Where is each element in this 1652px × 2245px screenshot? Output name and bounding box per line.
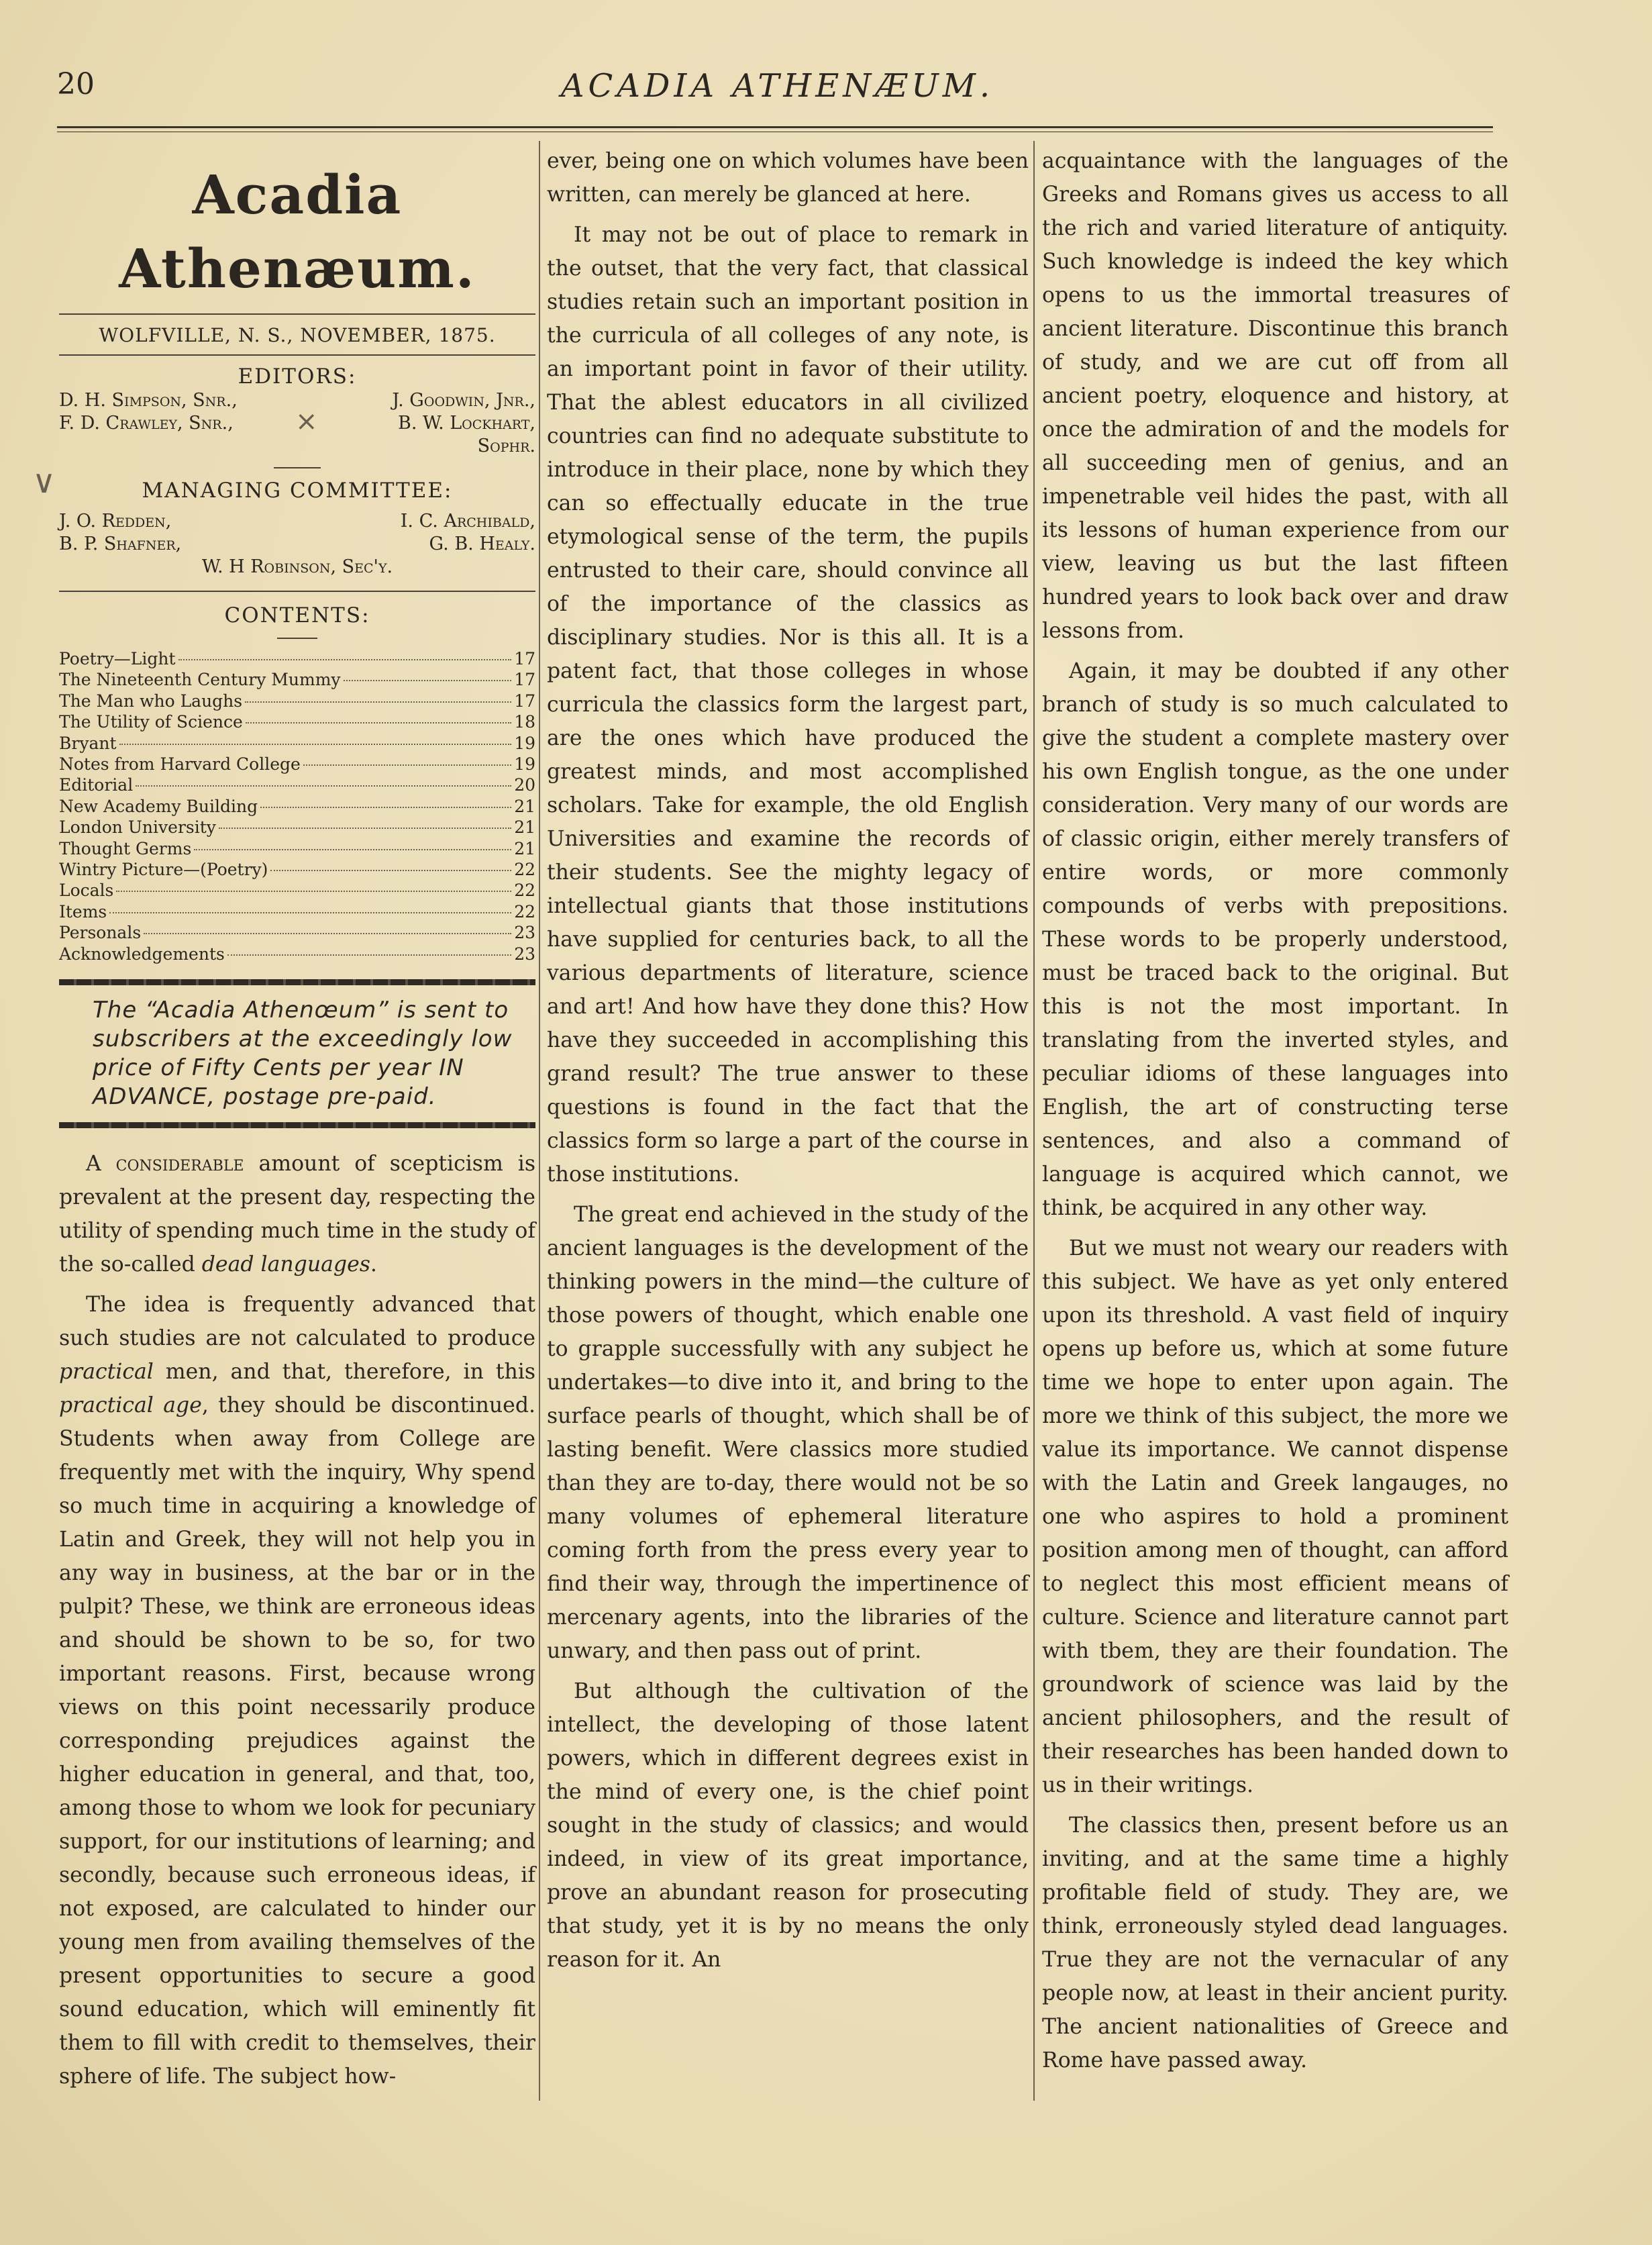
paragraph [59, 1288, 535, 2093]
rule [59, 354, 535, 356]
toc-leader [194, 849, 511, 850]
paragraph: The great end achieved in the study of the ancient languages is the development of the thinking powers in the mind—the culture of those powers of thought, which enable one to grapple successfully with any subject he undertakes—to dive into it, and bring to the surface pearls of thought, which shall be of lasting benefit. Were classics more studied than they are to-day, there would not be so many volumes of ephemeral literature coming forth from the press every year to find their way, through the impertinence of mercenary agents, into the libraries of the unwary, and then pass out of print. [547, 1203, 1029, 1663]
toc-title: Bryant [59, 733, 117, 753]
committee-row [59, 510, 535, 533]
toc-row [59, 796, 535, 817]
text: . [370, 1252, 377, 1277]
paragraph: It may not be out of place to remark in the outset, that the very fact, that classical studies retain such an important position in the curricula of all colleges of any note, is an important point in favor of their utility. That the ablest educators in all civilized countries can find no adequate substitute to introduce in their place, none by which they can so effectually educate in the true etymological sense of the term, the pupils entrusted to their care, should convince all of the importance of the classics as disciplinary studies. Nor is this all. It is a patent fact, that those colleges in whose curricula the classics form the largest part, are the ones which have produced the greatest minds, and most accomplished scholars. Take for example, the old English Universities and examine the records of their students. See the mighty legacy of intellectual giants that those institutions have supplied for centuries back, to all the various departments of literature, science and art! And how have they done this? How have they succeeded in accomplishing this grand result? The true answer to these questions is found in the fact that the classics form so large a part of the course in those institutions. [547, 223, 1029, 1187]
subscription-notice: The “Acadia Athenœum” is sent to subscribers at the exceedingly low price of Fifty Cents per year IN ADVANCE, postage pre-paid. [93, 997, 513, 1111]
article-col2 [547, 144, 1029, 1977]
rule [59, 313, 535, 315]
toc-title: Thought Germs [59, 838, 192, 858]
dateline: WOLFVILLE, N. S., NOVEMBER, 1875. [99, 324, 496, 346]
article-col1 [59, 1147, 535, 2093]
toc-page: 22 [514, 860, 535, 880]
editor-name: F. D. Crawley, Snr., [59, 413, 234, 434]
toc-leader [119, 744, 512, 745]
toc-leader [116, 891, 511, 892]
toc-leader [144, 933, 511, 934]
pencil-cross-icon: × [295, 406, 318, 437]
committee-heading: MANAGING COMMITTEE: [142, 479, 453, 503]
editor-name: J. Goodwin, Jnr., [392, 390, 535, 411]
toc-page: 20 [514, 775, 535, 795]
paragraph: acquaintance with the languages of the Greeks and Romans gives us access to all the rich and varied literature of antiquity. Such knowledge is indeed the key which opens to us the immortal treasures of ancient literature. Discontinue this branch of study, and we are cut off from all ancient poetry, eloquence and history, at once the admiration of and the models for all succeeding men of genius, and an impenetrable veil hides the past, with all its lessons of human experience from our view, leaving us but the last fifteen hundred years to look back over and draw lessons from. [1042, 149, 1508, 643]
toc-title: London University [59, 817, 216, 838]
text: The idea is frequently advanced that such studies are not calculated to produce [59, 1293, 535, 1351]
committee-secretary: W. H Robinson, Sec'y. [201, 556, 393, 577]
ornamental-rule [59, 979, 535, 985]
toc-row [59, 880, 535, 901]
paragraph: The classics then, present before us an inviting, and at the same time a highly profitable field of study. They are, we think, erroneously styled dead languages. True they are not the vernacular of any people now, at least in their ancient purity. The ancient nationalities of Greece and Rome have passed away. [1042, 1813, 1508, 2073]
toc-title: New Academy Building [59, 796, 258, 816]
toc-row [59, 901, 535, 922]
toc-page: 19 [514, 754, 535, 775]
toc-title: Items [59, 901, 107, 921]
toc-leader [303, 764, 511, 766]
toc-row [59, 691, 535, 711]
text: men, and that, therefore, in this [153, 1360, 535, 1385]
toc-row [59, 775, 535, 795]
toc-title: The Man who Laughs [59, 691, 243, 711]
running-head [57, 67, 1498, 107]
toc-leader [109, 912, 511, 913]
text: amount of scepticism is prevalent at the present day, respecting the utility of spending much time in the study of the so-called [59, 1152, 535, 1277]
emphasis: dead languages [201, 1252, 370, 1277]
editor-name: B. W. Lockhart, [398, 413, 535, 434]
toc-leader [245, 701, 511, 703]
editor-class: Sophr. [477, 436, 535, 456]
rule [274, 467, 321, 468]
header-rule [57, 126, 1493, 128]
table-of-contents [59, 648, 535, 964]
editors-heading: EDITORS: [238, 364, 357, 389]
toc-page: 21 [514, 838, 535, 858]
column-divider [1033, 141, 1035, 2101]
toc-leader [136, 785, 511, 787]
pencil-mark-icon: ∨ [32, 463, 56, 501]
ornamental-rule [59, 1122, 535, 1128]
toc-page: 22 [514, 881, 535, 901]
toc-row [59, 669, 535, 690]
masthead-title: Acadia Athenæum. [119, 163, 476, 300]
toc-page: 18 [514, 712, 535, 732]
editor-name: D. H. Simpson, Snr., [59, 390, 238, 411]
toc-row [59, 648, 535, 669]
rule [277, 638, 317, 639]
toc-page: 17 [514, 670, 535, 690]
toc-row [59, 754, 535, 775]
paragraph [59, 1147, 535, 1281]
toc-row [59, 838, 535, 859]
toc-title: Personals [59, 923, 142, 943]
toc-title: Acknowledgements [59, 944, 225, 964]
toc-page: 23 [514, 944, 535, 964]
committee-name: G. B. Healy. [429, 534, 535, 554]
toc-row [59, 817, 535, 838]
emphasis: practical [59, 1360, 154, 1385]
journal-title: ACADIA ATHENÆUM. [560, 67, 994, 105]
toc-page: 17 [514, 649, 535, 668]
toc-page: 23 [514, 923, 535, 943]
rule [59, 591, 535, 592]
toc-page: 17 [514, 691, 535, 711]
emphasis: practical age [59, 1393, 202, 1418]
article-col3 [1042, 144, 1508, 2077]
toc-leader [246, 722, 511, 724]
committee-list [59, 510, 535, 579]
toc-row [59, 922, 535, 943]
toc-row [59, 711, 535, 732]
column-divider [539, 141, 540, 2101]
toc-title: Locals [59, 881, 114, 901]
toc-title: The Nineteenth Century Mummy [59, 670, 341, 690]
toc-title: The Utility of Science [59, 712, 243, 732]
paragraph: But although the cultivation of the intellect, the developing of those latent powers, which in different degrees exist in the mind of every one, is the chief point sought in the study of classics; and would indeed, in view of its great importance, prove an abundant reason for prosecuting that study, yet it is by no means the only reason for it. An [547, 1679, 1029, 1972]
toc-page: 21 [514, 796, 535, 816]
toc-title: Editorial [59, 775, 134, 795]
toc-leader [178, 659, 512, 660]
toc-leader [270, 870, 511, 871]
toc-page: 19 [514, 733, 535, 753]
toc-title: Notes from Harvard College [59, 754, 301, 775]
toc-leader [344, 680, 512, 681]
committee-name: J. O. Redden, [59, 511, 172, 532]
toc-title: Wintry Picture—(Poetry) [59, 860, 268, 880]
committee-name: B. P. Shafner, [59, 534, 182, 554]
toc-leader [260, 807, 511, 808]
toc-leader [219, 828, 511, 829]
paragraph: ever, being one on which volumes have been written, can merely be glanced at here. [547, 149, 1029, 207]
contents-heading: CONTENTS: [224, 603, 370, 628]
committee-row [59, 533, 535, 556]
toc-leader [227, 954, 511, 956]
toc-title: Poetry—Light [59, 649, 176, 668]
toc-page: 22 [514, 901, 535, 921]
toc-row [59, 733, 535, 754]
paragraph: Again, it may be doubted if any other branch of study is so much calculated to give the student a complete mastery over his own English tongue, as the one under consideration. Very many of our words are of classic origin, either merely transfers of entire words, or more commonly compounds of verbs with prepositions. These words to be properly understood, must be traced back to the original. But this is not the most important. In translating from the inverted styles, and peculiar idioms of these languages into English, the art of constructing terse sentences, and also a command of language is acquired which cannot, we think, be acquired in any other way. [1042, 659, 1508, 1220]
toc-row [59, 859, 535, 880]
lead-in: A considerable [86, 1152, 244, 1177]
text: , they should be discontinued. Students when away from College are frequently met with the inquiry, Why spend so much time in acquiring a knowledge of Latin and Greek, they will not help you in any way in business, at the bar or in the pulpit? These, we think are erroneous ideas and should be shown to be so, for two important reasons. First, because wrong views on this point necessarily produce corresponding prejudices against the higher education in general, and that, too, among those to whom we look for pecuniary support, for our institutions of learning; and secondly, because such erroneous ideas, if not exposed, are calculated to hinder our young men from availing themselves of the present opportunities to secure a good sound education, which will eminently fit them to fill with credit to themselves, their sphere of life. The subject how- [59, 1393, 535, 2089]
paragraph: But we must not weary our readers with this subject. We have as yet only entered upon its threshold. A vast field of inquiry opens up before us, which at some future time we hope to enter upon again. The more we think of this subject, the more we value its importance. We cannot dispense with the Latin and Greek langauges, no one who aspires to hold a prominent position among men of thought, can afford to neglect this most efficient means of culture. Science and literature cannot part with tbem, they are their foundation. The groundwork of science was laid by the ancient philosophers, and the result of their researches has been handed down to us in their writings. [1042, 1236, 1508, 1797]
committee-name: I. C. Archibald, [400, 511, 535, 532]
toc-row [59, 944, 535, 964]
page-number: 20 [57, 67, 95, 101]
toc-page: 21 [514, 817, 535, 838]
